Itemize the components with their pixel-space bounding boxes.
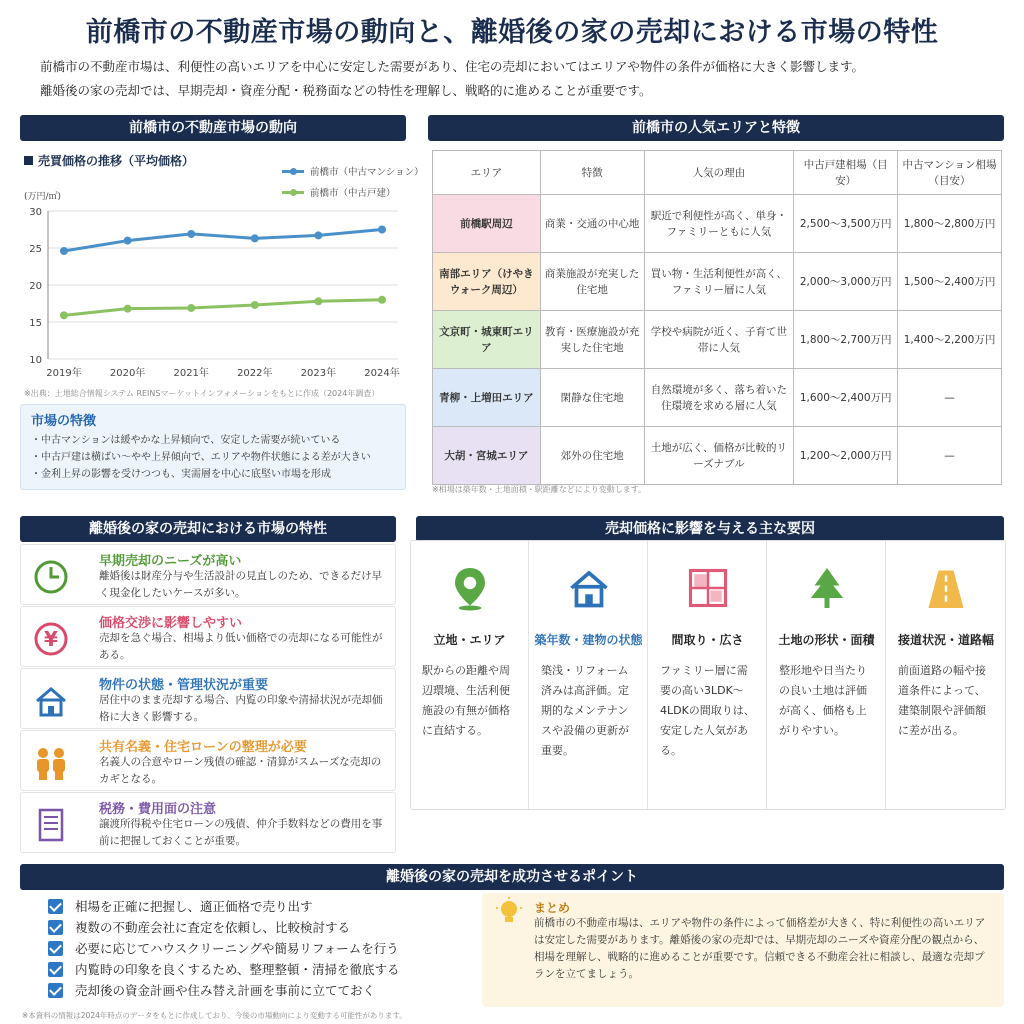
area-cell: 青柳・上増田エリア — [433, 369, 541, 427]
x-tick-label: 2024年 — [364, 368, 400, 379]
house-price-cell: 2,000〜3,000万円 — [794, 253, 898, 311]
area-cell: 南部エリア（けやきウォーク周辺） — [433, 253, 541, 311]
feature-cell: 商業施設が充実した住宅地 — [540, 253, 644, 311]
mansion-price-cell: 1,500〜2,400万円 — [898, 253, 1002, 311]
area-cell: 大胡・宮城エリア — [433, 427, 541, 485]
legend-label: 前橋市（中古マンション） — [310, 167, 424, 178]
y-tick-label: 25 — [29, 244, 42, 255]
checkbox-icon — [48, 983, 63, 998]
factor-description: 前面道路の幅や接道条件によって、建築制限や評価額に差が出る。 — [898, 664, 986, 737]
card-title: 共有名義・住宅ローンの整理が必要 — [99, 740, 307, 755]
data-point — [378, 226, 386, 234]
x-tick-label: 2019年 — [46, 368, 82, 379]
table-row — [433, 311, 1002, 369]
intro-line-2: 離婚後の家の売却では、早期売却・資産分配・税務面などの特性を理解し、戦略的に進めることが重要です。 — [40, 83, 652, 98]
mansion-price-cell: — — [898, 427, 1002, 485]
reason-cell: 買い物・生活利便性が高く、ファミリー層に人気 — [644, 253, 794, 311]
price-trend-chart — [20, 185, 410, 385]
market-features-title: 市場の特徴 — [31, 414, 97, 429]
card-description: 離婚後は財産分与や生活設計の見直しのため、できるだけ早く現金化したいケースが多い。 — [99, 570, 383, 599]
success-point-item — [48, 918, 350, 936]
card-title: 早期売却のニーズが高い — [99, 554, 242, 569]
factors-box — [410, 540, 1006, 810]
success-point-text: 相場を正確に把握し、適正価格で売り出す — [75, 899, 313, 914]
card-icon-wrap — [31, 805, 71, 845]
area-table — [432, 150, 1002, 485]
market-features-box — [20, 404, 406, 490]
factor-icon-wrap — [683, 563, 733, 613]
series-line-1 — [64, 300, 382, 316]
success-point-text: 必要に応じてハウスクリーニングや簡易リフォームを行う — [75, 941, 399, 956]
card-description: 名義人の合意やローン残債の確認・清算がスムーズな売却のカギとなる。 — [99, 756, 382, 785]
checkbox-icon — [48, 899, 63, 914]
tree-icon — [802, 563, 852, 613]
checkbox-icon — [48, 941, 63, 956]
yen-icon — [31, 619, 71, 659]
reason-cell: 学校や病院が近く、子育て世帯に人気 — [644, 311, 794, 369]
legend-item-mansion — [282, 164, 424, 178]
feature-cell: 郊外の住宅地 — [540, 427, 644, 485]
house-price-cell: 2,500〜3,500万円 — [794, 195, 898, 253]
data-point — [124, 305, 132, 313]
section-header-divorce: 離婚後の家の売却における市場の特性 — [20, 516, 396, 542]
success-point-item — [48, 981, 375, 999]
table-note: ※相場は築年数・土地面積・駅距離などにより変動します。 — [432, 485, 647, 494]
mansion-price-cell: 1,400〜2,200万円 — [898, 311, 1002, 369]
characteristic-card — [20, 730, 396, 791]
factor-column — [649, 541, 767, 809]
card-description: 売却を急ぐ場合、相場より低い価格での売却になる可能性がある。 — [99, 632, 383, 661]
feature-cell: 商業・交通の中心地 — [540, 195, 644, 253]
factor-icon-wrap — [802, 563, 852, 613]
section-header-areas: 前橋市の人気エリアと特徴 — [428, 115, 1004, 141]
data-point — [314, 297, 322, 305]
area-cell: 文京町・城東町エリア — [433, 311, 541, 369]
success-point-item — [48, 897, 313, 915]
house-price-cell: 1,600〜2,400万円 — [794, 369, 898, 427]
factor-title: 土地の形状・面積 — [778, 633, 875, 647]
legend-label: 前橋市（中古戸建） — [310, 188, 396, 199]
table-body — [433, 195, 1002, 485]
characteristic-card — [20, 792, 396, 853]
market-features-list — [31, 432, 395, 483]
col-header-reason: 人気の理由 — [644, 151, 794, 195]
card-icon-wrap — [31, 619, 71, 659]
table-row — [433, 427, 1002, 485]
reason-cell: 自然環境が多く、落ち着いた住環境を求める層に人気 — [644, 369, 794, 427]
success-point-item — [48, 939, 399, 957]
data-point — [187, 304, 195, 312]
feature-cell: 教育・医療施設が充実した住宅地 — [540, 311, 644, 369]
col-header-house-price: 中古戸建相場（目安） — [794, 151, 898, 195]
svg-text:¥: ¥ — [44, 627, 58, 651]
floorplan-icon — [683, 563, 733, 613]
house-price-cell: 1,800〜2,700万円 — [794, 311, 898, 369]
area-cell: 前橋駅周辺 — [433, 195, 541, 253]
y-tick-label: 20 — [29, 281, 42, 292]
section-header-points: 離婚後の家の売却を成功させるポイント — [20, 864, 1004, 890]
factor-title: 接道状況・道路幅 — [897, 633, 994, 647]
data-point — [314, 231, 322, 239]
x-tick-label: 2023年 — [300, 368, 337, 379]
mansion-price-cell: — — [898, 369, 1002, 427]
market-feature-item: ・中古戸建は横ばい〜やや上昇傾向で、エリアや物件状態による差が大きい — [31, 452, 371, 463]
factor-icon-wrap — [445, 563, 495, 613]
location-pin-icon — [445, 563, 495, 613]
house-price-cell: 1,200〜2,000万円 — [794, 427, 898, 485]
reason-cell: 土地が広く、価格が比較的リーズナブル — [644, 427, 794, 485]
table-header-row — [433, 151, 1002, 195]
factor-column — [768, 541, 886, 809]
page-title: 前橋市の不動産市場の動向と、離婚後の家の売却における市場の特性 — [85, 17, 939, 48]
intro-line-1: 前橋市の不動産市場は、利便性の高いエリアを中心に安定した需要があり、住宅の売却においてはエリアや物件の条件が価格に大きく影響します。 — [40, 59, 865, 74]
people-icon — [31, 743, 71, 783]
characteristic-card — [20, 544, 396, 605]
x-tick-label: 2020年 — [109, 368, 146, 379]
col-header-feature: 特徴 — [540, 151, 644, 195]
factor-column — [530, 541, 648, 809]
factor-description: 整形地や日当たりの良い土地は評価が高く、価格も上がりやすい。 — [779, 664, 867, 737]
chart-title-text: 売買価格の推移（平均価格） — [38, 154, 195, 168]
factor-description: ファミリー層に需要の高い3LDK〜4LDKの間取りは、安定した人気がある。 — [660, 664, 755, 757]
factor-icon-wrap — [564, 563, 614, 613]
road-icon — [921, 563, 971, 613]
characteristic-card — [20, 668, 396, 729]
house-icon — [31, 681, 71, 721]
card-description: 居住中のまま売却する場合、内覧の印象や清掃状況が売却価格に大きく影響する。 — [99, 694, 383, 723]
factor-column — [411, 541, 529, 809]
table-row — [433, 253, 1002, 311]
factor-column — [887, 541, 1005, 809]
data-point — [60, 247, 68, 255]
reason-cell: 駅近で利便性が高く、単身・ファミリーともに人気 — [644, 195, 794, 253]
checkbox-icon — [48, 920, 63, 935]
x-tick-label: 2021年 — [173, 368, 209, 379]
success-point-text: 売却後の資金計画や住み替え計画を事前に立てておく — [75, 983, 376, 998]
data-point — [187, 230, 195, 238]
legend-swatch — [282, 170, 304, 173]
data-point — [251, 301, 259, 309]
card-description: 譲渡所得税や住宅ローンの残債、仲介手数料などの費用を事前に把握しておくことが重要。 — [99, 818, 383, 847]
summary-box — [482, 893, 1004, 1007]
footnote: ※本資料の情報は2024年時点のデータをもとに作成しており、今後の市場動向により変動する可能性があります。 — [22, 1011, 407, 1020]
success-point-text: 複数の不動産会社に査定を依頼し、比較検討する — [75, 920, 351, 935]
y-tick-label: 30 — [29, 207, 42, 218]
mansion-price-cell: 1,800〜2,800万円 — [898, 195, 1002, 253]
chart-source: ※出典：土地総合情報システム REINSマーケットインフォメーションをもとに作成（2024年調査） — [24, 389, 380, 398]
success-point-item — [48, 960, 400, 978]
card-icon-wrap — [31, 681, 71, 721]
card-title: 税務・費用面の注意 — [99, 802, 217, 817]
document-icon — [31, 805, 71, 845]
data-point — [124, 237, 132, 245]
market-feature-item: ・中古マンションは緩やかな上昇傾向で、安定した需要が続いている — [31, 435, 341, 446]
factor-title: 立地・エリア — [433, 633, 506, 647]
chart-title — [24, 152, 194, 169]
y-tick-label: 10 — [29, 355, 42, 366]
house-icon — [564, 563, 614, 613]
data-point — [60, 311, 68, 319]
success-point-text: 内覧時の印象を良くするため、整理整頓・清掃を徹底する — [75, 962, 400, 977]
lightbulb-icon — [496, 897, 522, 927]
factor-title: 築年数・建物の状態 — [534, 633, 643, 647]
feature-cell: 閑静な住宅地 — [540, 369, 644, 427]
card-title: 価格交渉に影響しやすい — [99, 616, 243, 631]
summary-text: 前橋市の不動産市場は、エリアや物件の条件によって価格差が大きく、特に利便性の高いエリアは安定した需要があります。離婚後の家の売却では、早期売却のニーズや資産分配の観点から、相場を理解し、戦略的に進めることが重要です。信頼できる不動産会社に相談し、最適な売却プランを立てましょう。 — [534, 917, 986, 980]
card-title: 物件の状態・管理状況が重要 — [99, 678, 269, 693]
section-header-trend: 前橋市の不動産市場の動向 — [20, 115, 406, 141]
col-header-mansion-price: 中古マンション相場（目安） — [898, 151, 1002, 195]
factor-description: 駅からの距離や周辺環境、生活利便施設の有無が価格に直結する。 — [422, 664, 510, 737]
factor-icon-wrap — [921, 563, 971, 613]
data-point — [251, 234, 259, 242]
card-icon-wrap — [31, 557, 71, 597]
factor-description: 築浅・リフォーム済みは高評価。定期的なメンテナンスや設備の更新が重要。 — [541, 664, 629, 757]
table-row — [433, 369, 1002, 427]
data-point — [378, 296, 386, 304]
y-tick-label: 15 — [29, 318, 42, 329]
card-icon-wrap — [31, 743, 71, 783]
x-tick-label: 2022年 — [237, 368, 273, 379]
summary-title: まとめ — [534, 901, 571, 915]
y-axis-label: (万円/㎡) — [24, 192, 62, 202]
clock-icon — [31, 557, 71, 597]
section-header-factors: 売却価格に影響を与える主な要因 — [416, 516, 1004, 542]
factor-title: 間取り・広さ — [671, 633, 744, 647]
checkbox-icon — [48, 962, 63, 977]
market-feature-item: ・金利上昇の影響を受けつつも、実需層を中心に底堅い市場を形成 — [31, 469, 331, 480]
table-row — [433, 195, 1002, 253]
characteristic-card — [20, 606, 396, 667]
col-header-area: エリア — [433, 151, 541, 195]
